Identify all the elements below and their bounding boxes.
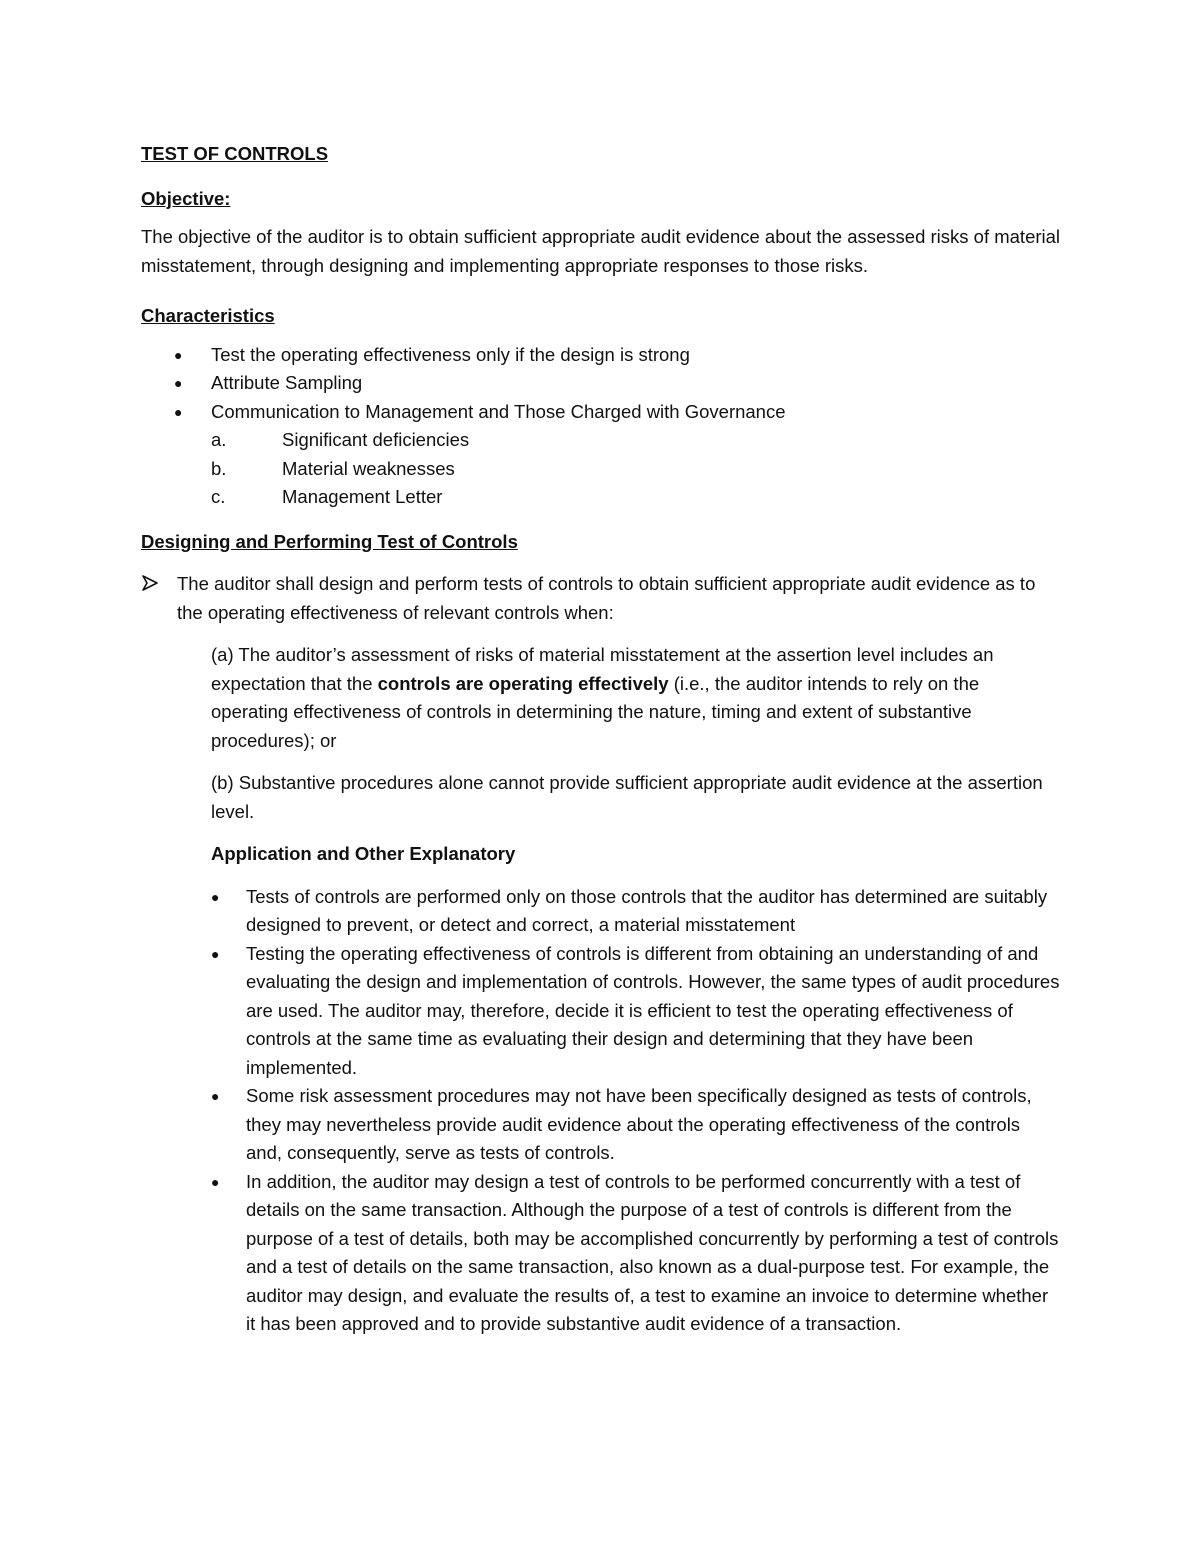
- sublist-item-text: Significant deficiencies: [282, 429, 470, 450]
- sublist-marker: b.: [211, 457, 227, 479]
- sublist-item-text: Management Letter: [282, 486, 443, 507]
- sublist-item: [211, 426, 1061, 455]
- application-list: [211, 883, 1061, 1339]
- sublist-item: [211, 455, 1061, 484]
- characteristics-heading: Characteristics: [141, 305, 275, 326]
- arrow-bullet-icon: [141, 570, 159, 599]
- bullet-icon: ●: [174, 403, 183, 420]
- list-item: [211, 1168, 1061, 1339]
- condition-b-paragraph: (b) Substantive procedures alone cannot provide sufficient appropriate audit evidence at the assertion level.: [211, 772, 1043, 822]
- bullet-icon: ●: [174, 375, 183, 391]
- sublist-marker: a.: [211, 429, 227, 450]
- sublist-item-text: Material weaknesses: [282, 457, 455, 479]
- sublist-marker: c.: [211, 486, 226, 507]
- document-body: [141, 140, 1061, 1339]
- designing-heading: Designing and Performing Test of Controls: [141, 530, 518, 552]
- list-item: [141, 369, 1061, 398]
- list-item: [141, 398, 1061, 512]
- list-item-text: Communication to Management and Those Charged with Governance: [211, 400, 786, 422]
- list-item-text: Testing the operating effectiveness of controls is different from obtaining an understanding of and evaluating the design and implementation of controls. However, the same types of audit procedures are used. The auditor may, therefore, decide it is efficient to test the operating effectiveness of controls at the same time as evaluating their design and determining that they have been implemented.: [246, 942, 1060, 1078]
- designing-intro: [141, 570, 1061, 627]
- document-title: TEST OF CONTROLS: [141, 143, 329, 164]
- communication-sublist: [211, 426, 1061, 512]
- list-item-text: Some risk assessment procedures may not have been specifically designed as tests of controls, they may nevertheless provide audit evidence about the operating effectiveness of the controls and, consequently, serve as tests of controls.: [246, 1085, 1032, 1163]
- objective-heading: Objective:: [141, 187, 231, 209]
- list-item: [211, 883, 1061, 940]
- objective-paragraph: The objective of the auditor is to obtain sufficient appropriate audit evidence about the assessed risks of material misstatement, through designing and implementing appropriate responses to those risks.: [141, 226, 1061, 276]
- condition-a-text-start: (a) The auditor’s assessment of risks of material misstatement at the assertion level includes an expectation that the: [211, 644, 994, 694]
- condition-a-text-end: (i.e., the auditor intends to rely on the operating effectiveness of controls in determining the nature, timing and extent of substantive procedures); or: [211, 672, 980, 751]
- application-heading: Application and Other Explanatory: [211, 843, 516, 864]
- list-item-text: Attribute Sampling: [211, 372, 363, 393]
- characteristics-list: [141, 341, 1061, 512]
- bullet-icon: ●: [211, 1088, 220, 1104]
- condition-a-emphasis: controls are operating effectively: [377, 672, 669, 694]
- bullet-icon: ●: [211, 945, 220, 962]
- list-item-text: Test the operating effectiveness only if the design is strong: [211, 343, 690, 365]
- bullet-icon: ●: [211, 888, 220, 905]
- bullet-icon: ●: [211, 1173, 220, 1190]
- list-item: [141, 341, 1061, 370]
- bullet-icon: ●: [174, 346, 183, 363]
- list-item: [211, 940, 1061, 1083]
- list-item-text: In addition, the auditor may design a test of controls to be performed concurrently with a test of details on the same transaction. Although the purpose of a test of controls is different from the purpose of a test of details, both may be accomplished concurrently by performing a test of controls and a test of details on the same transaction, also known as a dual-purpose test. For example, the auditor may design, and evaluate the results of, a test to examine an invoice to determine whether it has been approved and to provide substantive audit evidence of a transaction.: [246, 1170, 1059, 1334]
- list-item: [211, 1082, 1061, 1168]
- condition-a-paragraph: [211, 641, 1061, 755]
- sublist-item: [211, 483, 1061, 512]
- list-item-text: Tests of controls are performed only on those controls that the auditor has determined are suitably designed to prevent, or detect and correct, a material misstatement: [246, 885, 1048, 935]
- designing-intro-text: The auditor shall design and perform tests of controls to obtain sufficient appropriate audit evidence as to the operating effectiveness of relevant controls when:: [177, 573, 1036, 623]
